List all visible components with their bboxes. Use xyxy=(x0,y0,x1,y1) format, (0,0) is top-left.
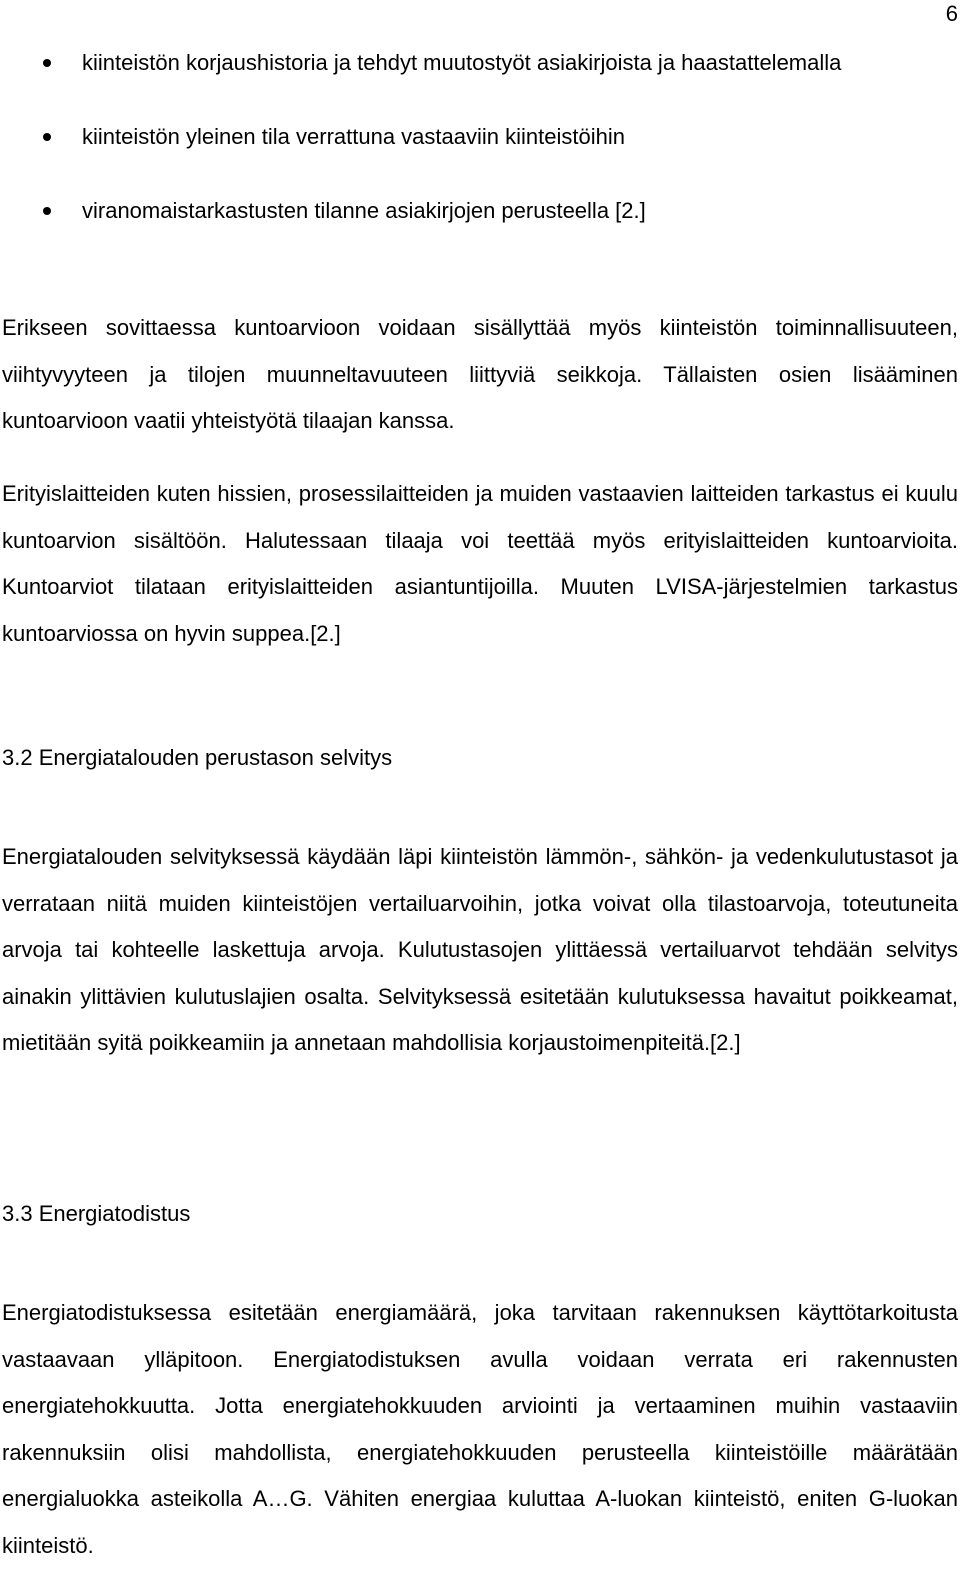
paragraph-special-equipment: Erityislaitteiden kuten hissien, prosessilaitteiden ja muiden vastaavien laitteiden tarkastus ei kuulu kuntoarvion sisältöön. Halutessaan tilaaja voi teettää myös erityislaitteiden kuntoarvioita. Kuntoarviot tilataan erityislaitteiden asiantuntijoilla. Muuten LVISA-järjestelmien tarkastus kuntoarviossa on hyvin suppea.[2.] xyxy=(2,481,958,646)
bullet-icon xyxy=(43,133,51,141)
section-heading-3-2: 3.2 Energiatalouden perustason selvitys xyxy=(2,745,393,770)
bullet-icon xyxy=(43,59,51,67)
list-item-text: kiinteistön yleinen tila verrattuna vastaaviin kiinteistöihin xyxy=(82,124,625,149)
paragraph-customization: Erikseen sovittaessa kuntoarvioon voidaan sisällyttää myös kiinteistön toiminnallisuuteen, viihtyvyyteen ja tilojen muunneltavuuteen liittyviä seikkoja. Tällaisten osien lisääminen kuntoarvioon vaatii yhteistyötä tilaajan kanssa. xyxy=(2,315,958,433)
list-item xyxy=(0,188,960,234)
list-item xyxy=(0,40,960,86)
paragraph-energy-economy: Energiatalouden selvityksessä käydään läpi kiinteistön lämmön-, sähkön- ja vedenkulutustasot ja verrataan niitä muiden kiinteistöjen vertailuarvoihin, jotka voivat olla tilastoarvoja, toteutuneita arvoja tai kohteelle laskettuja arvoja. Kulutustasojen ylittäessä vertailuarvot tehdään selvitys ainakin ylittävien kulutuslajien osalta. Selvityksessä esitetään kulutuksessa havaitut poikkeamat, mietitään syitä poikkeamiin ja annetaan mahdollisia korjaustoimenpiteitä.[2.] xyxy=(2,844,958,1055)
list-item-text: viranomaistarkastusten tilanne asiakirjojen perusteella [2.] xyxy=(82,198,646,223)
bullet-list xyxy=(0,40,960,262)
page-number: 6 xyxy=(945,1,958,26)
bullet-icon xyxy=(43,207,51,215)
list-item-text: kiinteistön korjaushistoria ja tehdyt muutostyöt asiakirjoista ja haastattelemalla xyxy=(82,50,842,75)
section-heading-3-3: 3.3 Energiatodistus xyxy=(2,1201,191,1226)
paragraph-energy-certificate: Energiatodistuksessa esitetään energiamäärä, joka tarvitaan rakennuksen käyttötarkoitusta vastaavaan ylläpitoon. Energiatodistuksen avulla voidaan verrata eri rakennusten energiatehokkuutta. Jotta energiatehokkuuden arviointi ja vertaaminen muihin vastaaviin rakennuksiin olisi mahdollista, energiatehokkuuden perusteella kiinteistöille määrätään energialuokka asteikolla A…G. Vähiten energiaa kuluttaa A-luokan kiinteistö, eniten G-luokan kiinteistö. xyxy=(2,1300,958,1558)
list-item xyxy=(0,114,960,160)
